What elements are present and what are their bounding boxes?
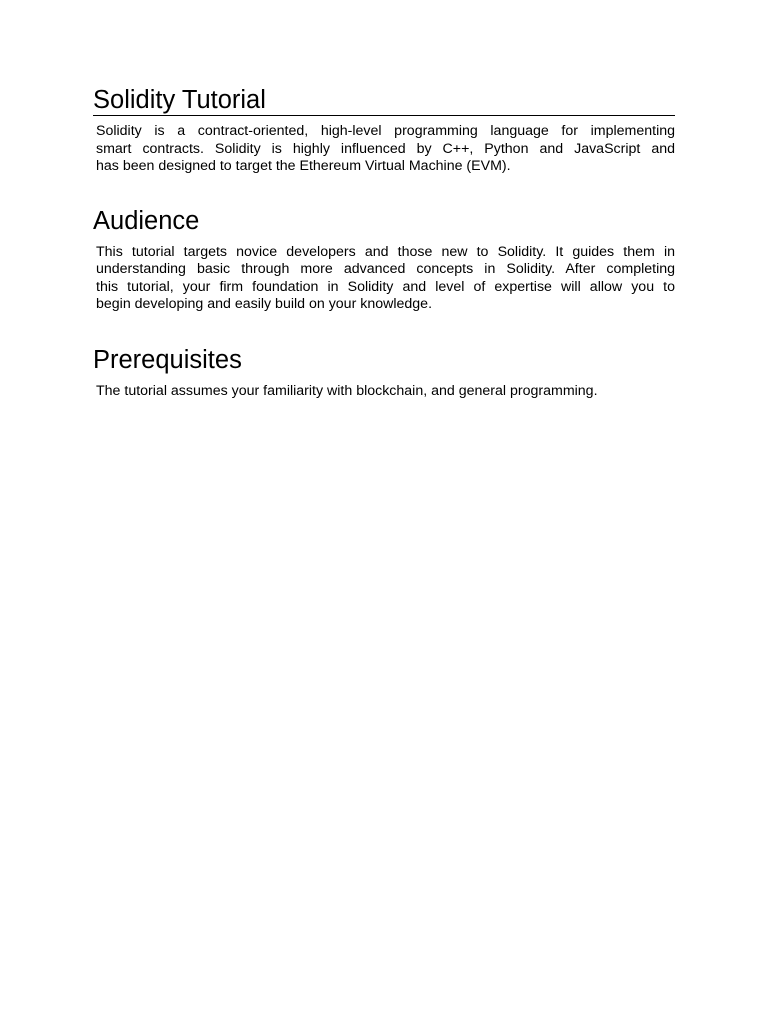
paragraph-line: Solidity is a contract-oriented, high-level programming language for implementing — [96, 123, 675, 139]
document-page — [93, 86, 675, 400]
audience-paragraph — [93, 244, 675, 314]
section-audience — [93, 206, 675, 314]
paragraph-line: has been designed to target the Ethereum Virtual Machine (EVM). — [96, 158, 511, 174]
paragraph-line: This tutorial targets novice developers and those new to Solidity. It guides them in — [96, 243, 675, 260]
section-heading-audience: Audience — [93, 206, 200, 235]
page-title: Solidity Tutorial — [93, 86, 675, 116]
section-solidity-tutorial — [93, 86, 675, 176]
prerequisites-paragraph — [93, 383, 675, 401]
section-prerequisites — [93, 345, 675, 401]
paragraph-line: this tutorial, your firm foundation in Solidity and level of expertise will allow you to — [96, 278, 675, 295]
paragraph-line: begin developing and easily build on your knowledge. — [96, 296, 433, 312]
section-heading-prerequisites: Prerequisites — [93, 345, 242, 374]
paragraph-line: understanding basic through more advanced concepts in Solidity. After completing — [96, 261, 675, 277]
paragraph-line: smart contracts. Solidity is highly influenced by C++, Python and JavaScript and — [96, 140, 675, 157]
intro-paragraph — [93, 123, 675, 176]
paragraph-line: The tutorial assumes your familiarity with blockchain, and general programming. — [96, 382, 598, 399]
